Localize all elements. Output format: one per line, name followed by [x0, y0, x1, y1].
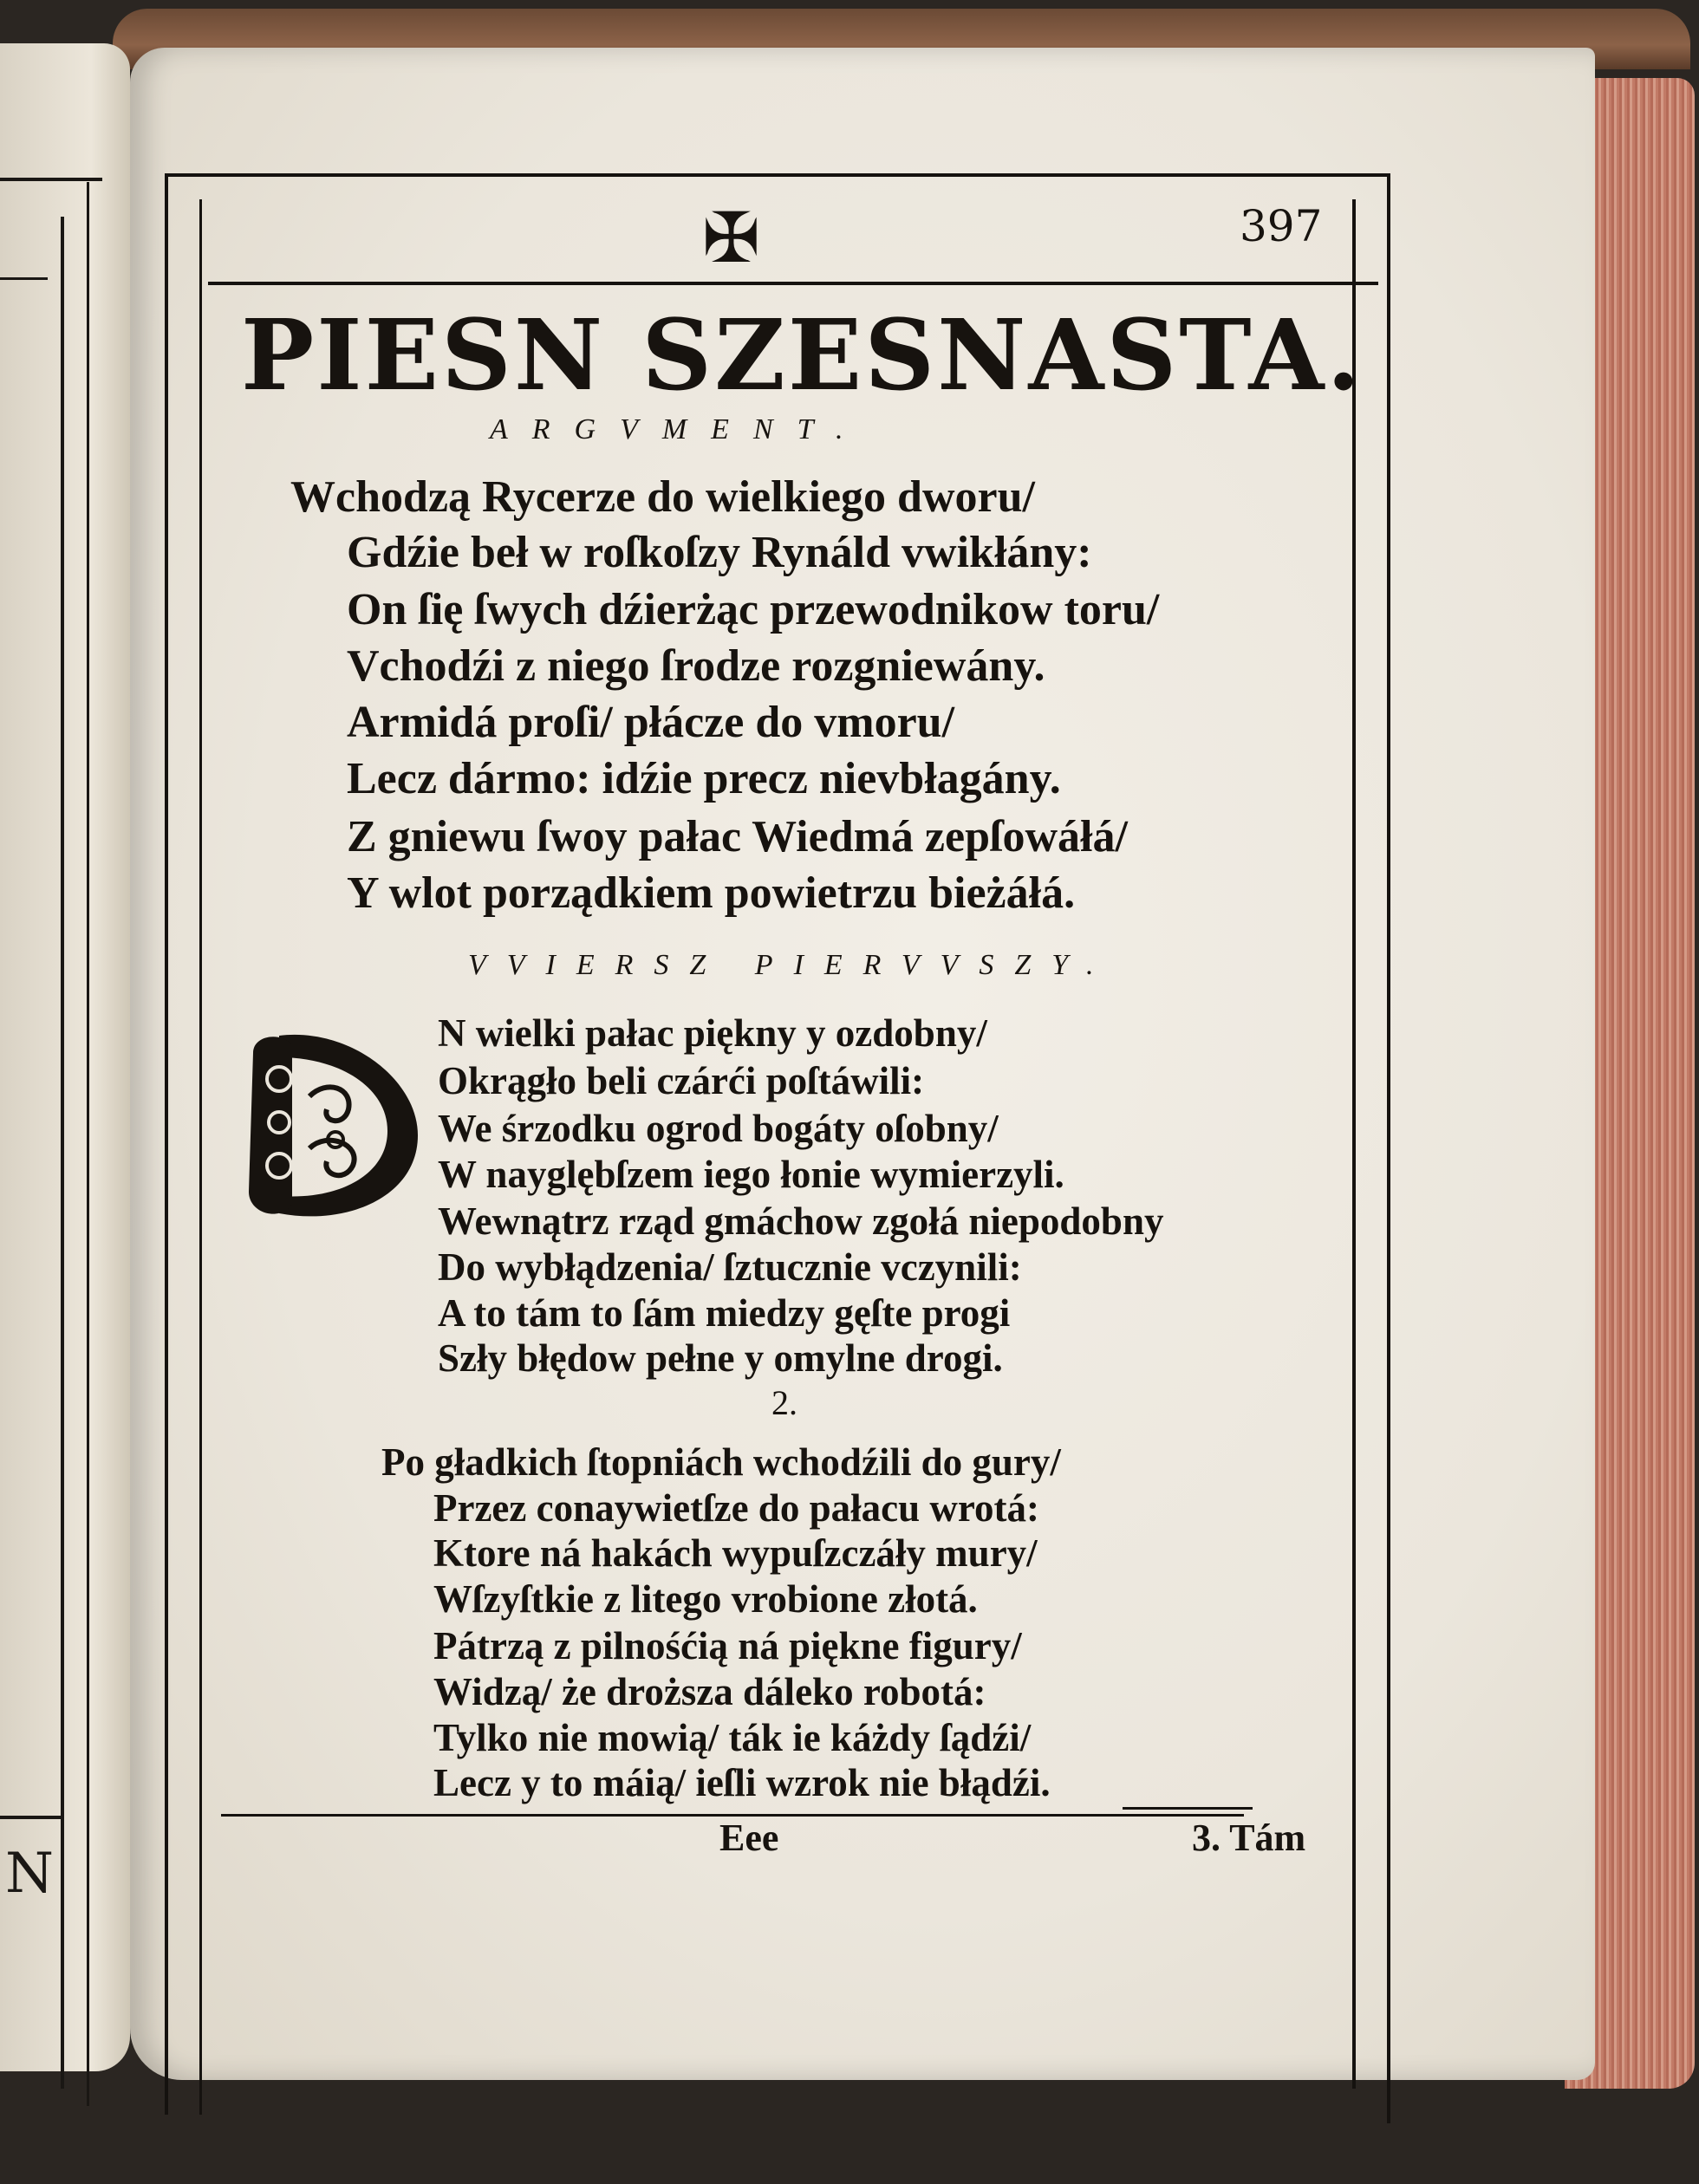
stanza2-line: Tylko nie mowią/ ták ie káżdy ſądźi/ — [433, 1716, 1032, 1759]
cross-ornament: ✠ — [702, 198, 761, 278]
stanza1-line: W nayglębſzem iego łonie wymierzyli. — [438, 1153, 1064, 1196]
signature-mark: Eee — [719, 1817, 779, 1859]
left-page — [0, 43, 130, 2071]
argument-line: On ſię ſwych dźierżąc przewodnikow toru/ — [347, 585, 1160, 634]
stanza2-line: Wſzyſtkie z litego vrobione złotá. — [433, 1577, 978, 1621]
stanza2-line: Przez conaywietſze do pałacu wrotá: — [433, 1486, 1039, 1530]
argument-heading: ARGVMENT. — [490, 413, 868, 445]
stanza2-line: Widzą/ że droższa dáleko robotá: — [433, 1670, 986, 1713]
stanza1-line: N wielki pałac piękny y ozdobny/ — [438, 1011, 987, 1055]
stanza-heading: VVIERSZ PIERVVSZY. — [468, 949, 1115, 981]
stanza1-line: Szły błędow pełne y omylne drogi. — [438, 1336, 1003, 1380]
page-number: 397 — [1240, 201, 1323, 251]
argument-line: Wchodzą Rycerze do wielkiego dworu/ — [290, 472, 1035, 522]
stanza1-line: Okrągło beli czárći poſtáwili: — [438, 1059, 925, 1102]
stanza1-line: Do wybłądzenia/ ſztucznie vczynili: — [438, 1245, 1022, 1289]
argument-line: Y wlot porządkiem powietrzu bieżáłá. — [347, 868, 1076, 918]
stanza1-line: A to tám to ſám miedzy gęſte progi — [438, 1291, 1011, 1335]
argument-line: Z gniewu ſwoy pałac Wiedmá zepſowáłá/ — [347, 812, 1128, 861]
argument-line: Armidá proſi/ płácze do vmoru/ — [347, 698, 955, 747]
page-title: PIESN SZESNASTA. — [241, 299, 1364, 413]
stanza2-line: Pátrzą z pilnośćią ná piękne figury/ — [433, 1624, 1022, 1667]
stanza2-line: Ktore ná hakách wypuſzczáły mury/ — [433, 1531, 1038, 1575]
left-page-fragment: N — [5, 1842, 54, 1906]
stanza2-line: Lecz y to máią/ ieſli wzrok nie błądźi. — [433, 1761, 1051, 1804]
drop-cap-d-icon — [244, 1018, 431, 1231]
stanza1-line: Wewnątrz rząd gmáchow zgołá niepodobny — [438, 1199, 1164, 1243]
argument-line: Lecz dármo: idźie precz nievbłagány. — [347, 754, 1061, 803]
stanza2-line: Po gładkich ſtopniách wchodźili do gury/ — [381, 1440, 1061, 1484]
catchword: 3. Tám — [1192, 1817, 1306, 1859]
argument-line: Vchodźi z niego ſrodze rozgniewány. — [347, 641, 1045, 691]
stanza-number: 2. — [771, 1383, 797, 1422]
stanza1-line: We śrzodku ogrod bogáty oſobny/ — [438, 1107, 999, 1150]
argument-line: Gdźie beł w roſkoſzy Rynáld vwikłány: — [347, 528, 1092, 577]
